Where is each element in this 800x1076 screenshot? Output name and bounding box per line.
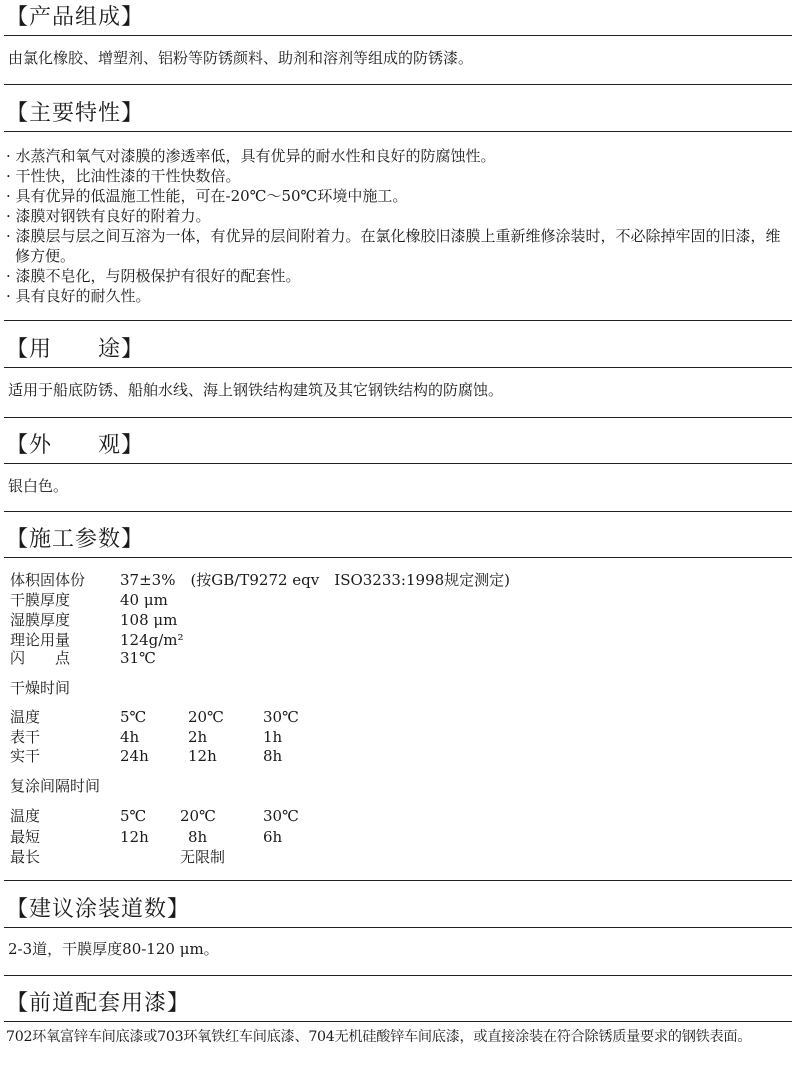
- table-cell: 5℃: [120, 807, 147, 825]
- section-title-features: 【主要特性】: [6, 101, 145, 126]
- coats-text: 2-3道，干膜厚度80-120 μm。: [8, 940, 219, 958]
- table-label: 最长: [10, 848, 41, 866]
- recoat-heading: 复涂间隔时间: [10, 777, 101, 795]
- param-label: 湿膜厚度: [10, 611, 71, 629]
- section-rule: [4, 417, 792, 418]
- section-rule: [4, 131, 792, 132]
- section-rule: [4, 880, 792, 881]
- section-rule: [4, 927, 792, 928]
- param-label: 干膜厚度: [10, 591, 71, 609]
- param-value: 37±3% (按GB/T9272 eqv ISO3233:1998规定测定): [120, 571, 511, 589]
- section-title-coats: 【建议涂装道数】: [6, 897, 191, 922]
- table-cell: 5℃: [120, 708, 147, 726]
- section-rule: [4, 557, 792, 558]
- usage-text: 适用于船底防锈、船舶水线、海上钢铁结构建筑及其它钢铁结构的防腐蚀。: [8, 381, 504, 399]
- table-cell: 8h: [263, 747, 283, 765]
- table-cell: 1h: [263, 728, 283, 746]
- feature-item: · 具有优异的低温施工性能，可在-20℃～50℃环境中施工。: [6, 187, 408, 205]
- table-label: 温度: [10, 807, 41, 825]
- section-rule: [4, 1021, 792, 1022]
- section-title-params: 【施工参数】: [6, 527, 145, 552]
- section-rule: [4, 367, 792, 368]
- table-cell: 30℃: [263, 807, 299, 825]
- table-cell: 30℃: [263, 708, 299, 726]
- section-rule: [4, 975, 792, 976]
- param-value: 108 μm: [120, 611, 178, 629]
- table-cell: 2h: [188, 728, 208, 746]
- feature-item: · 干性快，比油性漆的干性快数倍。: [6, 167, 241, 185]
- table-cell: 8h: [188, 828, 208, 846]
- table-label: 实干: [10, 747, 41, 765]
- table-label: 最短: [10, 828, 41, 846]
- param-label: 理论用量: [10, 631, 71, 649]
- feature-item: · 水蒸汽和氧气对漆膜的渗透率低，具有优异的耐水性和良好的防腐蚀性。: [6, 147, 496, 165]
- table-cell: 20℃: [188, 708, 224, 726]
- param-value: 124g/m²: [120, 631, 184, 649]
- composition-text: 由氯化橡胶、增塑剂、铝粉等防锈颜料、助剂和溶剂等组成的防锈漆。: [8, 49, 474, 67]
- section-title-appearance: 【外 观】: [6, 433, 145, 458]
- table-cell: 4h: [120, 728, 140, 746]
- table-label: 温度: [10, 708, 41, 726]
- section-title-primer: 【前道配套用漆】: [6, 991, 191, 1016]
- param-label: 体积固体份: [10, 571, 86, 589]
- section-title-composition: 【产品组成】: [6, 5, 145, 30]
- feature-item: · 具有良好的耐久性。: [6, 287, 151, 305]
- drying-heading: 干燥时间: [10, 679, 71, 697]
- section-title-usage: 【用 途】: [6, 337, 145, 362]
- primer-text: 702环氧富锌车间底漆或703环氧铁红车间底漆、704无机硅酸锌车间底漆，或直接涂装在符合除锈质量要求的钢铁表面。: [6, 1029, 752, 1045]
- feature-item: · 漆膜不皂化，与阴极保护有很好的配套性。: [6, 267, 301, 285]
- param-value: 40 μm: [120, 591, 168, 609]
- section-rule: [4, 463, 792, 464]
- table-label: 表干: [10, 728, 41, 746]
- section-rule: [4, 511, 792, 512]
- appearance-text: 银白色。: [8, 477, 69, 495]
- param-label: 闪 点: [10, 649, 71, 667]
- table-cell: 12h: [188, 747, 217, 765]
- section-rule: [4, 35, 792, 36]
- table-cell: 12h: [120, 828, 149, 846]
- feature-item: · 漆膜对钢铁有良好的附着力。: [6, 207, 211, 225]
- table-cell: 6h: [263, 828, 283, 846]
- section-rule: [4, 320, 792, 321]
- table-cell: 无限制: [180, 848, 226, 866]
- feature-item: · 漆膜层与层之间互溶为一体，有优异的层间附着力。在氯化橡胶旧漆膜上重新维修涂装时，不必除掉牢固的旧漆，维修方便。: [6, 227, 781, 265]
- table-cell: 24h: [120, 747, 149, 765]
- param-value: 31℃: [120, 649, 156, 667]
- table-cell: 20℃: [180, 807, 216, 825]
- section-rule: [4, 84, 792, 85]
